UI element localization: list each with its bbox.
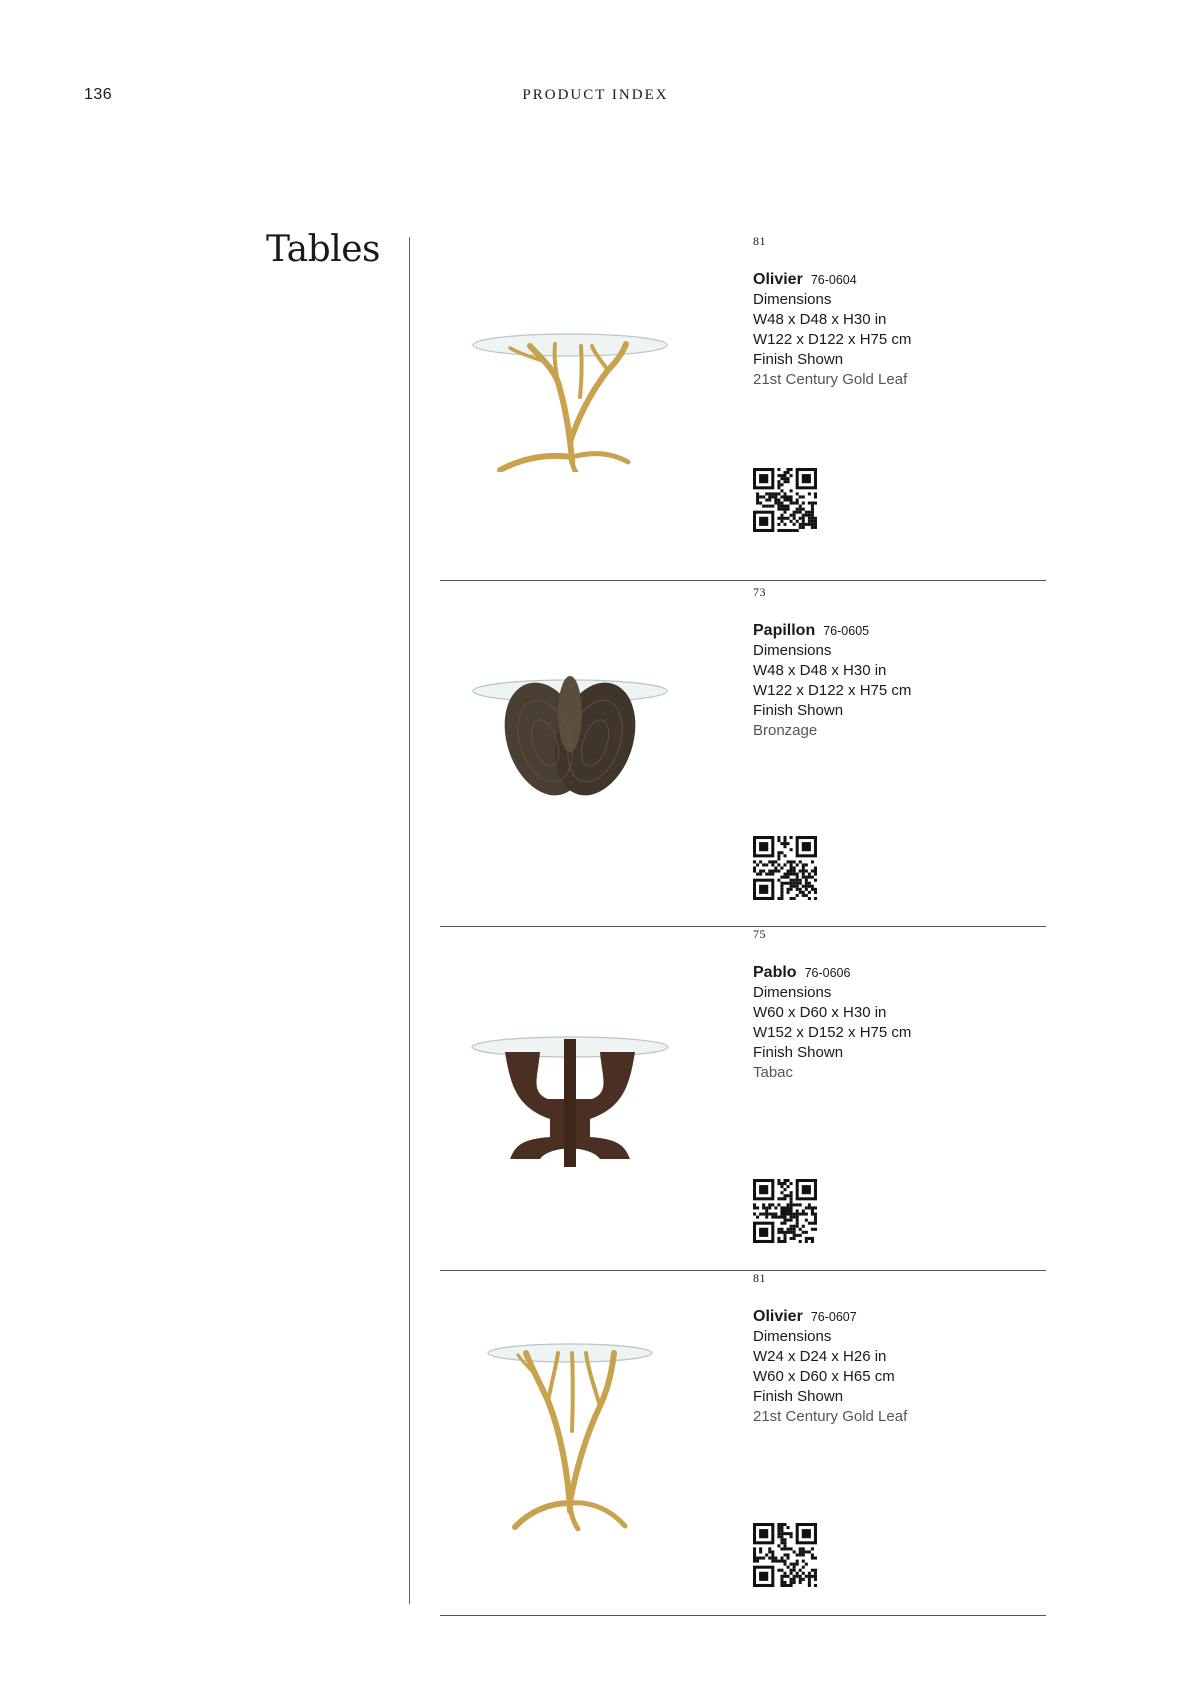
- product-info: [753, 963, 911, 1083]
- dimensions-label: Dimensions: [753, 984, 832, 1001]
- page-reference: 75: [753, 927, 766, 941]
- dimensions-imperial: W24 x D24 x H26 in: [753, 1348, 887, 1365]
- finish-value: 21st Century Gold Leaf: [753, 1408, 908, 1425]
- finish-value: Bronzage: [753, 722, 818, 739]
- qr-code-icon[interactable]: [753, 468, 817, 532]
- butterfly-wing-base-table-image: [460, 669, 680, 819]
- product-code: 76-0607: [810, 1310, 857, 1324]
- dimensions-label: Dimensions: [753, 642, 832, 659]
- finish-label: Finish Shown: [753, 1388, 844, 1405]
- dimensions-metric: W60 x D60 x H65 cm: [753, 1368, 895, 1385]
- product-name: Olivier: [753, 1308, 803, 1325]
- running-header: PRODUCT INDEX: [522, 87, 669, 103]
- page-reference: 81: [753, 1271, 766, 1285]
- dimensions-metric: W152 x D152 x H75 cm: [753, 1024, 912, 1041]
- qr-code-icon[interactable]: [753, 1523, 817, 1587]
- product-name: Olivier: [753, 271, 803, 288]
- product-entry: [440, 581, 1046, 927]
- dimensions-label: Dimensions: [753, 291, 832, 308]
- page-reference: 73: [753, 585, 766, 599]
- gold-branch-side-table-image: [460, 1331, 680, 1531]
- page-number: 136: [84, 86, 113, 103]
- finish-label: Finish Shown: [753, 702, 844, 719]
- entry-divider: [440, 1615, 1046, 1616]
- product-name: Papillon: [753, 622, 816, 639]
- product-code: 76-0606: [804, 966, 851, 980]
- vertical-rule: [409, 237, 410, 1604]
- qr-code-icon[interactable]: [753, 1179, 817, 1243]
- dimensions-imperial: W60 x D60 x H30 in: [753, 1004, 887, 1021]
- dimensions-metric: W122 x D122 x H75 cm: [753, 682, 912, 699]
- product-entry: [440, 1271, 1046, 1616]
- product-code: 76-0604: [810, 273, 857, 287]
- finish-label: Finish Shown: [753, 351, 844, 368]
- product-entry: [440, 230, 1046, 581]
- product-name: Pablo: [753, 964, 797, 981]
- product-entry: [440, 927, 1046, 1271]
- dimensions-label: Dimensions: [753, 1328, 832, 1345]
- product-code: 76-0605: [823, 624, 870, 638]
- product-info: [753, 621, 911, 741]
- finish-value: Tabac: [753, 1064, 794, 1081]
- dimensions-metric: W122 x D122 x H75 cm: [753, 331, 912, 348]
- dimensions-imperial: W48 x D48 x H30 in: [753, 311, 887, 328]
- product-info: [753, 270, 911, 390]
- product-info: [753, 1307, 907, 1427]
- page-reference: 81: [753, 234, 766, 248]
- curved-wood-base-table-image: [460, 1027, 680, 1177]
- dimensions-imperial: W48 x D48 x H30 in: [753, 662, 887, 679]
- gold-branch-dining-table-image: [460, 322, 680, 472]
- qr-code-icon[interactable]: [753, 836, 817, 900]
- section-title: Tables: [265, 229, 380, 270]
- finish-label: Finish Shown: [753, 1044, 844, 1061]
- finish-value: 21st Century Gold Leaf: [753, 371, 908, 388]
